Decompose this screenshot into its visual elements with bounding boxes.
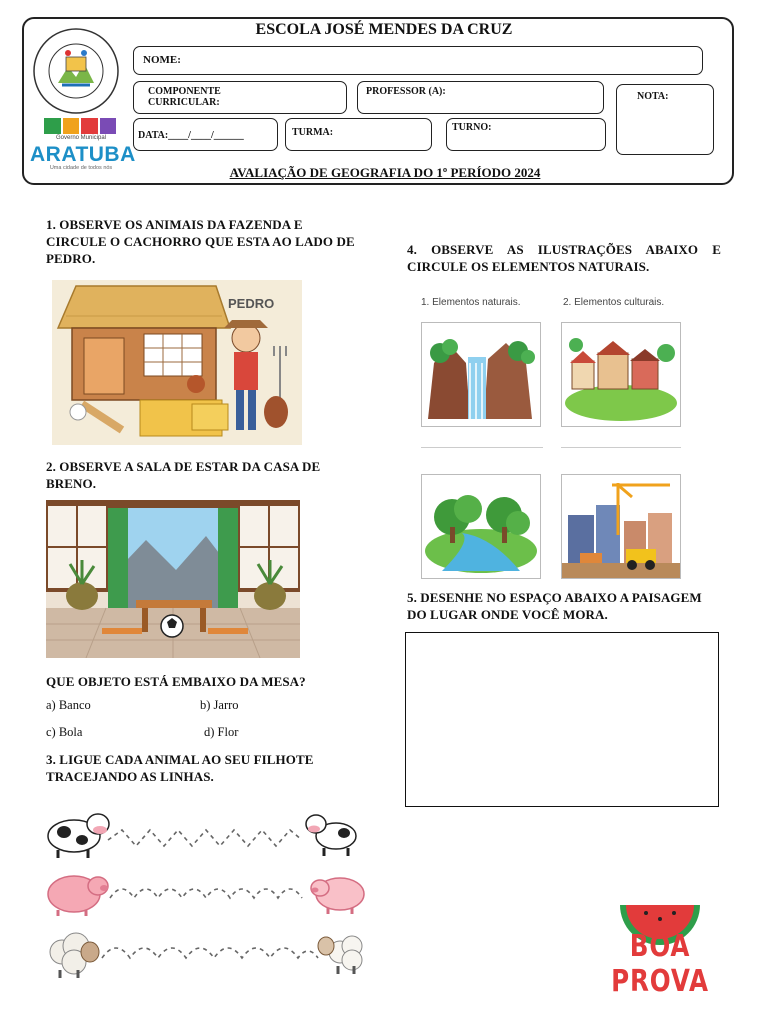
q5-text: 5. DESENHE NO ESPAÇO ABAIXO A PAISAGEM DO LUGAR ONDE VOCÊ MORA. <box>407 590 702 622</box>
answer-line-2 <box>561 447 681 448</box>
bump-trace-line <box>110 889 302 898</box>
lamb-icon <box>318 936 362 974</box>
turma-label: TURMA: <box>292 127 334 138</box>
aratuba-logo <box>30 118 136 174</box>
aratuba-tagline: Uma cidade de todos nós <box>49 165 113 171</box>
aratuba-small-text: Governo Municipal <box>55 135 107 141</box>
nota-field[interactable] <box>616 84 714 155</box>
turno-label: TURNO: <box>452 122 492 133</box>
zigzag-trace-line <box>108 830 302 846</box>
label-elementos-culturais: 2. Elementos culturais. <box>563 297 665 308</box>
construction-image[interactable] <box>561 474 681 579</box>
village-image[interactable] <box>561 322 681 427</box>
componente-label-2: CURRICULAR: <box>148 97 220 108</box>
nota-label: NOTA: <box>637 91 669 102</box>
waterfall-image[interactable] <box>421 322 541 427</box>
school-seal <box>32 27 120 115</box>
q2-text: 2. OBSERVE A SALA DE ESTAR DA CASA DE BRENO. <box>46 459 321 491</box>
data-label: DATA:____/____/______ <box>138 130 244 141</box>
boa-prova-text: BOA PROVA <box>611 929 709 999</box>
q2-option-d[interactable]: d) Flor <box>204 725 239 739</box>
piglet-icon <box>311 878 364 914</box>
sheep-icon <box>50 933 99 978</box>
componente-label-1: COMPONENTE <box>148 86 221 97</box>
answer-line-1 <box>421 447 543 448</box>
q1-text: 1. OBSERVE OS ANIMAIS DA FAZENDA E CIRCULE O CACHORRO QUE ESTA AO LADO DE PEDRO. <box>46 217 355 266</box>
cow-icon <box>48 814 109 858</box>
farm-image[interactable] <box>52 280 302 445</box>
componente-field[interactable] <box>133 81 347 114</box>
arc-trace-line <box>102 948 318 958</box>
q2-option-c[interactable]: c) Bola <box>46 725 83 739</box>
calf-icon <box>306 815 356 856</box>
q3-text: 3. LIGUE CADA ANIMAL AO SEU FILHOTE TRACEJANDO AS LINHAS. <box>46 752 314 784</box>
drawing-area[interactable] <box>405 632 719 807</box>
pedro-label: PEDRO <box>228 296 275 311</box>
aratuba-color-blocks <box>44 118 116 134</box>
aratuba-name: ARATUBA <box>30 143 136 166</box>
professor-label: PROFESSOR (A): <box>366 86 446 97</box>
exam-title: AVALIAÇÃO DE GEOGRAFIA DO 1º PERÍODO 2024 <box>229 165 541 180</box>
turma-field[interactable] <box>285 118 432 151</box>
pig-icon <box>48 876 108 916</box>
school-name: ESCOLA JOSÉ MENDES DA CRUZ <box>255 21 513 38</box>
data-field[interactable] <box>133 118 278 151</box>
q4-text: 4. OBSERVE AS ILUSTRAÇÕES ABAIXO E CIRCULE OS ELEMENTOS NATURAIS. <box>407 242 721 274</box>
river-forest-image[interactable] <box>421 474 541 579</box>
boa-prova-logo <box>580 885 740 999</box>
q2-option-b[interactable]: b) Jarro <box>200 698 239 712</box>
living-room-image[interactable] <box>46 500 300 658</box>
professor-field[interactable] <box>357 81 604 114</box>
q2-question: QUE OBJETO ESTÁ EMBAIXO DA MESA? <box>46 674 306 689</box>
label-elementos-naturais: 1. Elementos naturais. <box>421 297 521 308</box>
nome-label: NOME: <box>143 54 181 66</box>
q2-option-a[interactable]: a) Banco <box>46 698 91 712</box>
turno-field[interactable] <box>446 118 606 151</box>
nome-field[interactable] <box>133 46 703 75</box>
animal-matching-area[interactable] <box>40 806 370 986</box>
